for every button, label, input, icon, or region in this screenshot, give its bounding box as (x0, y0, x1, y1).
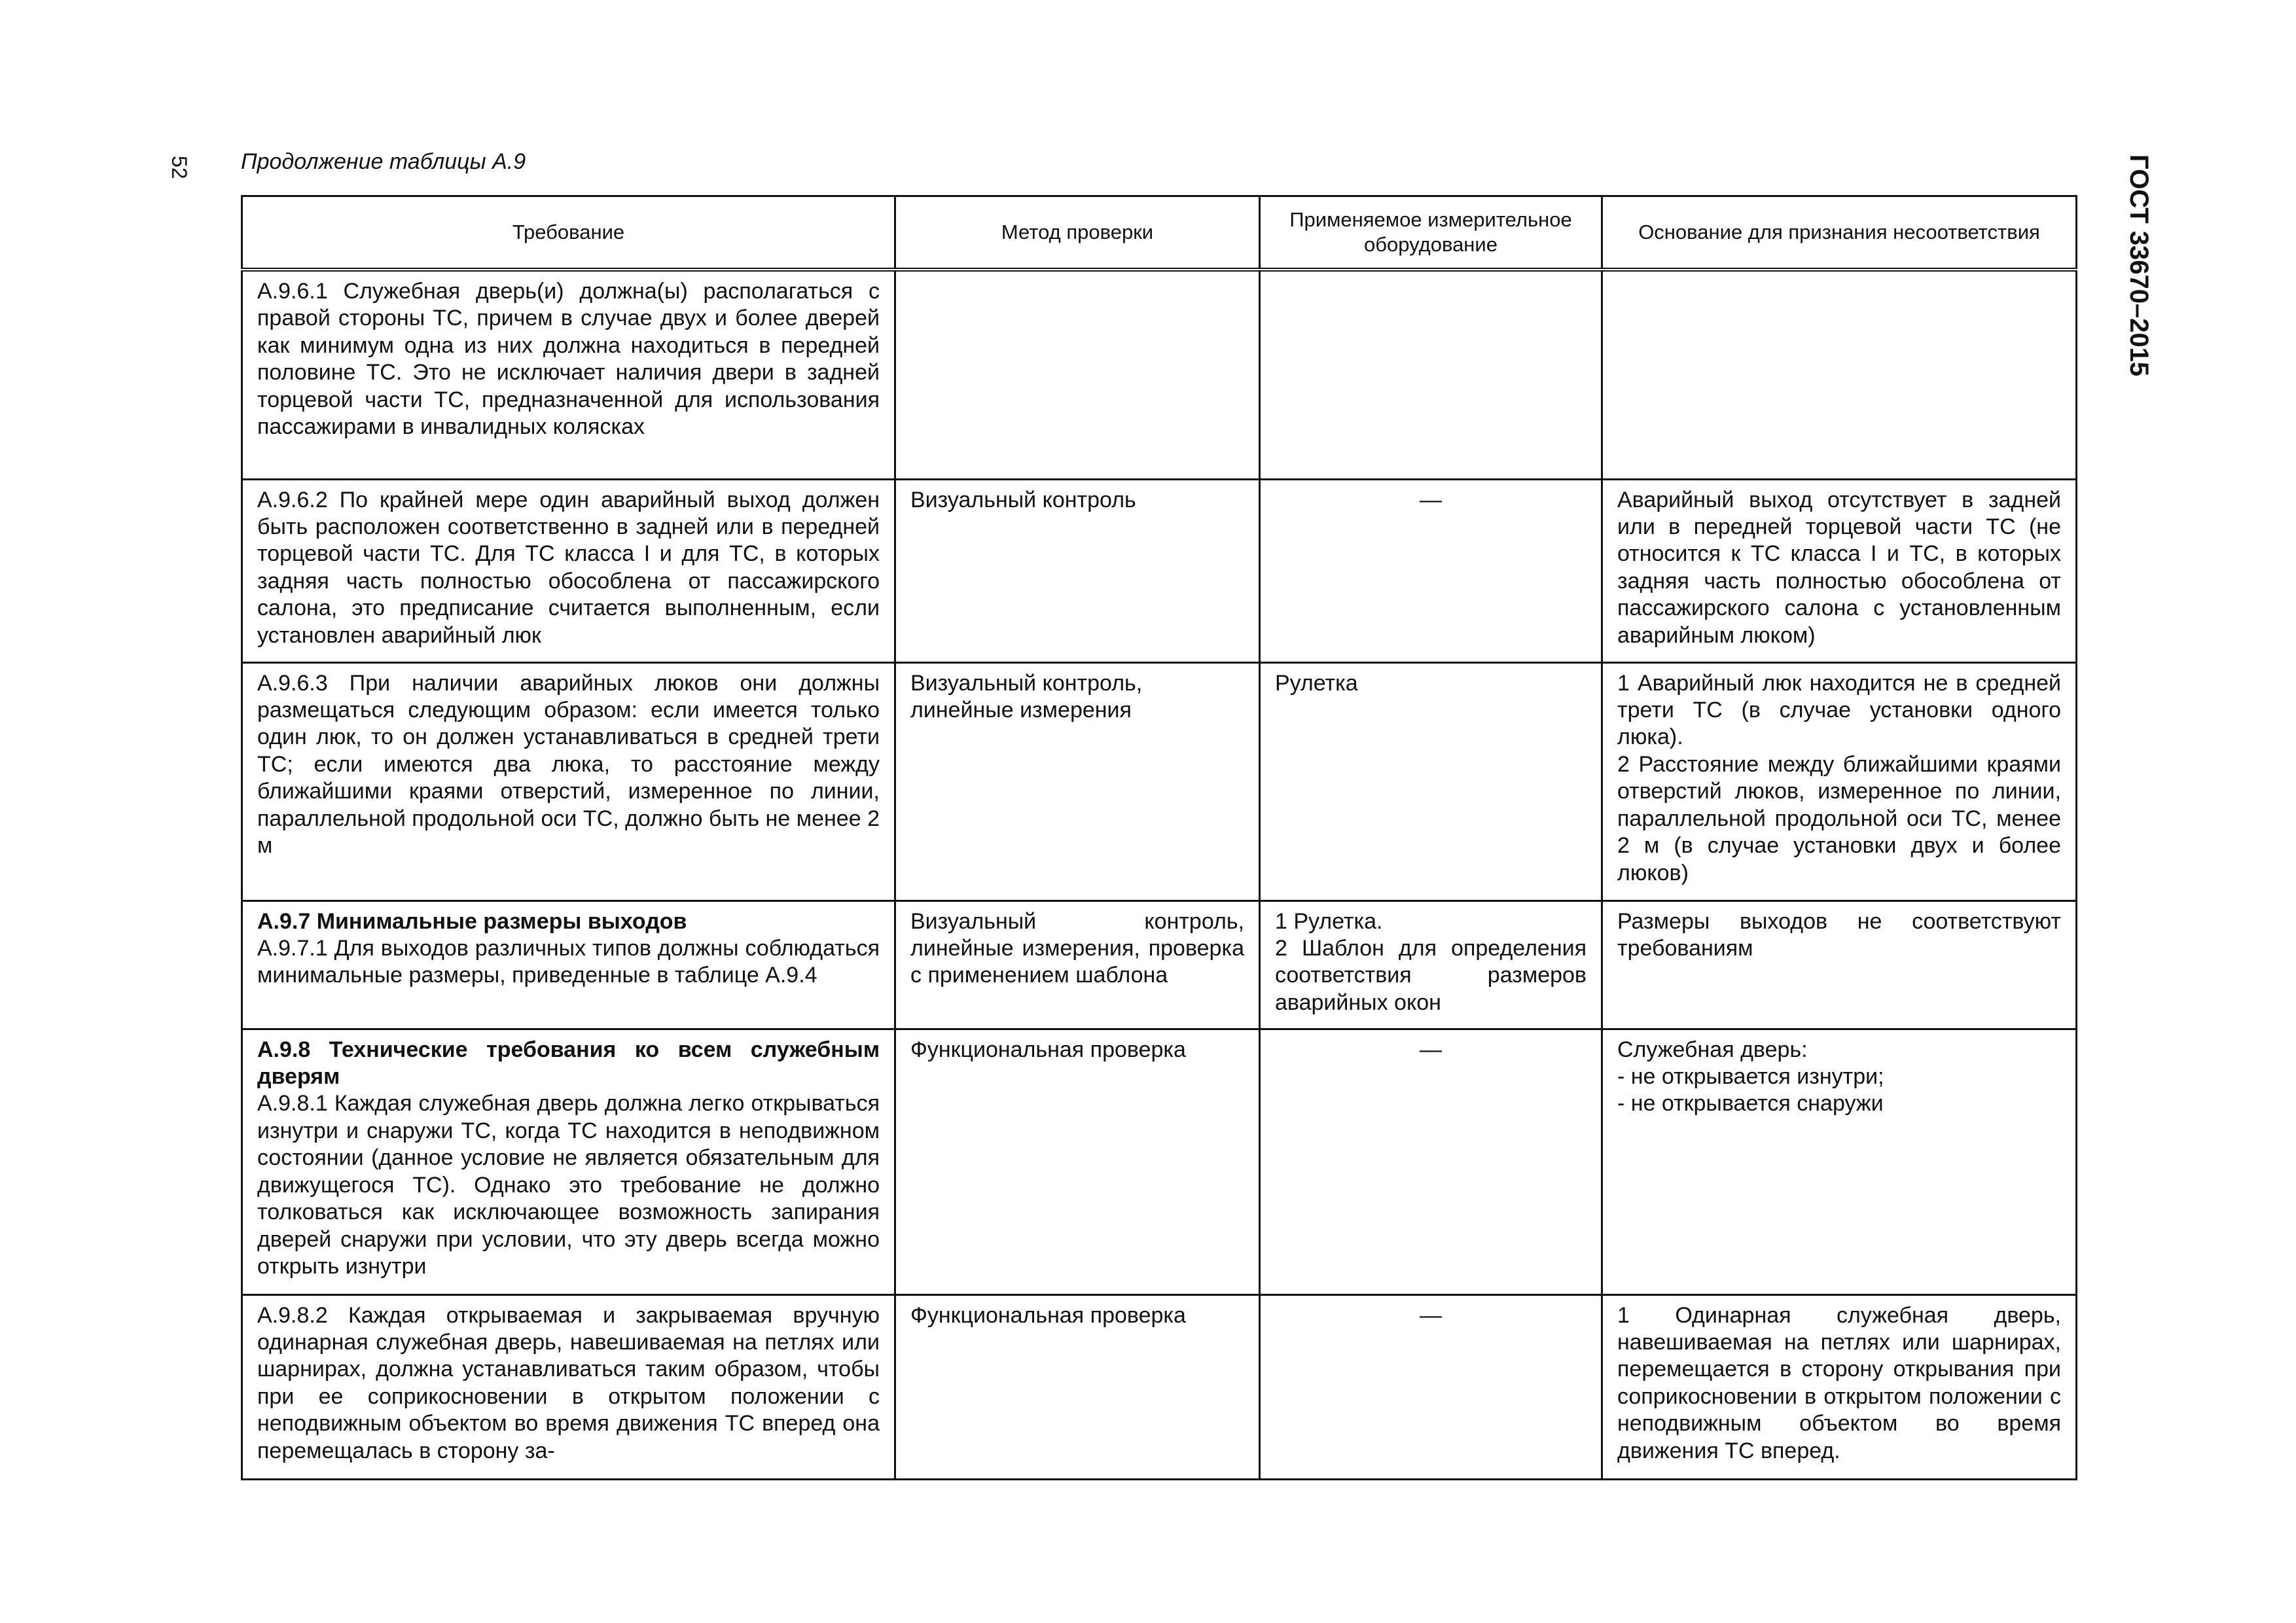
cell-method: Функциональная проверка (895, 1294, 1260, 1479)
header-equipment: Применяемое измерительное оборудование (1260, 196, 1602, 270)
cell-basis: 1 Одинарная служебная дверь, навешиваемая на петлях или шарнирах, перемещается в сторону открывания при соприкосновении в открытом положении с неподвижным объектом во время движения ТС вперед. (1602, 1294, 2077, 1479)
basis-item: - не открывается изнутри; (1617, 1063, 1884, 1089)
table-row (242, 1294, 2077, 1479)
cell-requirement (242, 1029, 895, 1294)
cell-requirement: А.9.6.3 При наличии аварийных люков они должны размещаться следующим образом: если имеется только один люк, то он должен устанавливаться в средней трети ТС; если имеются два люка, то расстояние между ближайшими краями отверстий, измеренное по линии, параллельной продольной оси ТС, должно быть не менее 2 м (242, 662, 895, 901)
header-method: Метод проверки (895, 196, 1260, 270)
cell-equipment (1260, 270, 1602, 479)
cell-basis (1602, 1029, 2077, 1294)
table-row (242, 662, 2077, 901)
cell-requirement: А.9.8.2 Каждая открываемая и закрываемая вручную одинарная служебная дверь, навешиваемая на петлях или шарнирах, должна устанавливаться таким образом, чтобы при ее соприкосновении в открытом положении с неподвижным объектом во время движения ТС вперед она перемещалась в сторону за- (242, 1294, 895, 1479)
header-requirement: Требование (242, 196, 895, 270)
table-row (242, 479, 2077, 662)
cell-requirement (242, 901, 895, 1029)
cell-equipment: — (1260, 1029, 1602, 1294)
cell-method: Функциональная проверка (895, 1029, 1260, 1294)
table-header-row (242, 196, 2077, 270)
cell-equipment (1260, 901, 1602, 1029)
table-row (242, 270, 2077, 479)
section-heading: А.9.8 Технические требования ко всем служебным дверям (257, 1037, 880, 1089)
cell-equipment: — (1260, 1294, 1602, 1479)
standard-designation: ГОСТ 33670–2015 (2125, 154, 2153, 377)
table-row (242, 901, 2077, 1029)
requirement-text: А.9.7.1 Для выходов различных типов должны соблюдаться минимальные размеры, приведенные в таблице А.9.4 (257, 935, 880, 988)
cell-basis (1602, 270, 2077, 479)
basis-item: 2 Расстояние между ближайшими краями отверстий люков, измеренное по линии, параллельной продольной оси ТС, менее 2 м (в случае установки двух и более люков) (1617, 751, 2061, 885)
equipment-item: 1 Рулетка. (1275, 908, 1383, 934)
section-heading: А.9.7 Минимальные размеры выходов (257, 908, 687, 934)
page-number: 52 (168, 156, 191, 179)
cell-method: Визуальный контроль (895, 479, 1260, 662)
basis-item: 1 Аварийный люк находится не в средней трети ТС (в случае установки одного люка). (1617, 670, 2061, 750)
basis-item: Служебная дверь: (1617, 1037, 1808, 1062)
cell-requirement: А.9.6.2 По крайней мере один аварийный выход должен быть расположен соответственно в задней или в передней торцевой части ТС. Для ТС класса I и для ТС, в которых задняя часть полностью обособлена от пассажирского салона, это предписание считается выполненным, если установлен аварийный люк (242, 479, 895, 662)
table-row (242, 1029, 2077, 1294)
cell-basis (1602, 662, 2077, 901)
cell-basis: Размеры выходов не соответствуют требованиям (1602, 901, 2077, 1029)
requirement-text: А.9.8.1 Каждая служебная дверь должна легко открываться изнутри и снаружи ТС, когда ТС находится в неподвижном состоянии (данное условие не является обязательным для движущегося ТС). Однако это требование не должно толковаться как исключающее возможность запирания дверей снаружи при условии, что эту дверь всегда можно открыть изнутри (257, 1091, 880, 1279)
cell-method: Визуальный контроль, линейные измерения (895, 662, 1260, 901)
header-basis: Основание для признания несоответствия (1602, 196, 2077, 270)
cell-equipment: — (1260, 479, 1602, 662)
table-caption: Продолжение таблицы А.9 (241, 149, 526, 174)
cell-equipment: Рулетка (1260, 662, 1602, 901)
basis-item: - не открывается снаружи (1617, 1091, 1884, 1116)
requirements-table (241, 195, 2077, 1480)
cell-method (895, 270, 1260, 479)
cell-requirement: А.9.6.1 Служебная дверь(и) должна(ы) располагаться с правой стороны ТС, причем в случае двух и более дверей как минимум одна из них должна находиться в передней половине ТС. Это не исключает наличия двери в задней торцевой части ТС, предназначенной для использования пассажирами в инвалидных колясках (242, 270, 895, 479)
equipment-item: 2 Шаблон для определения соответствия размеров аварийных окон (1275, 935, 1587, 1015)
cell-basis: Аварийный выход отсутствует в задней или в передней торцевой части ТС (не относится к ТС класса I и ТС, в которых задняя часть полностью обособлена от пассажирского салона с установленным аварийным люком) (1602, 479, 2077, 662)
cell-method: Визуальный контроль, линейные измерения, проверка с применением шаблона (895, 901, 1260, 1029)
